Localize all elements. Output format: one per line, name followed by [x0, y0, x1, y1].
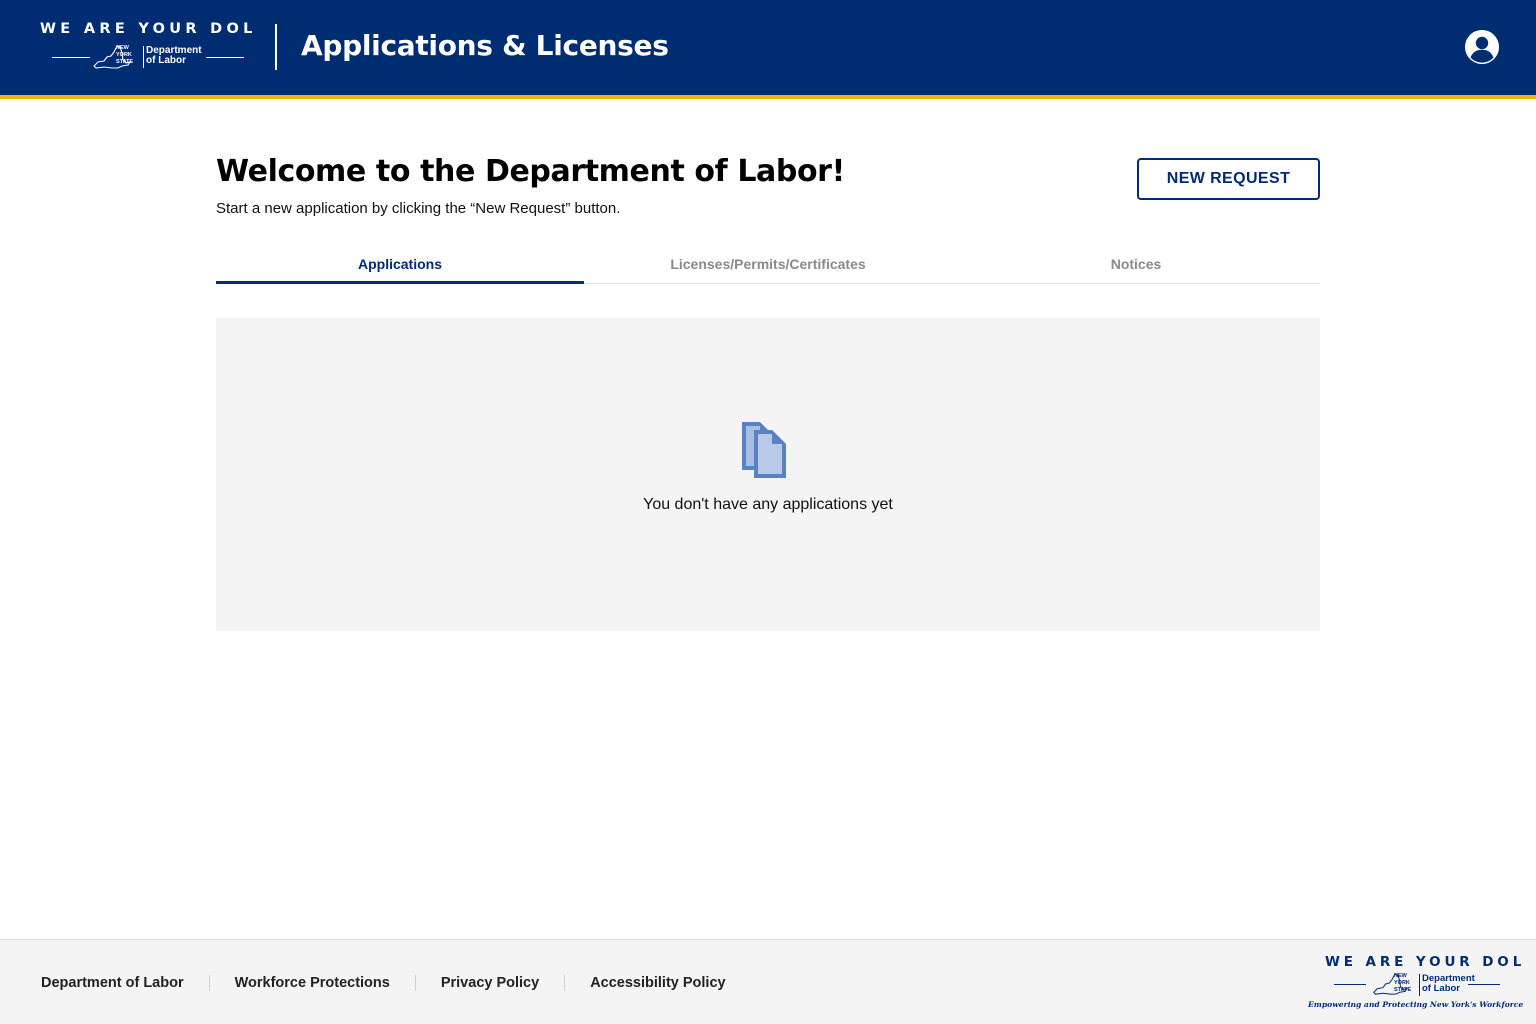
logo-divider — [143, 46, 144, 68]
logo-rule-left — [52, 57, 90, 58]
logo-emblem — [52, 44, 244, 70]
footer-logo-dept-line1: Department — [1422, 973, 1475, 984]
header-divider — [275, 24, 277, 70]
app-title: Applications & Licenses — [301, 29, 669, 62]
logo-tagline: WE ARE YOUR DOL — [40, 21, 257, 37]
footer-link-workforce-protections[interactable]: Workforce Protections — [234, 975, 390, 991]
site-header — [0, 0, 1536, 95]
footer-logo-divider — [1419, 974, 1420, 996]
footer-logo-rule-right — [1468, 984, 1500, 985]
logo-dept-line1: Department — [146, 45, 202, 56]
footer-slogan: Empowering and Protecting New York's Workforce — [1308, 1000, 1524, 1009]
footer-logo-state-state: STATE — [1394, 987, 1412, 993]
account-circle-icon[interactable] — [1465, 30, 1499, 64]
footer-separator — [564, 975, 565, 991]
page-title: Welcome to the Department of Labor! — [216, 154, 845, 189]
footer-link-department-of-labor[interactable]: Department of Labor — [41, 975, 184, 991]
tab-notices[interactable]: Notices — [1110, 256, 1162, 272]
logo-state-state: STATE — [116, 59, 134, 65]
logo-state-york: YORK — [116, 52, 132, 58]
footer-separator — [209, 975, 210, 991]
documents-icon — [740, 420, 796, 480]
footer-logo-dept-text — [1422, 974, 1475, 994]
empty-state-message: You don't have any applications yet — [643, 496, 893, 513]
footer-logo-tagline: WE ARE YOUR DOL — [1325, 954, 1526, 970]
footer-logo-dept-line2: of Labor — [1422, 983, 1460, 994]
tab-licenses-permits-certificates[interactable]: Licenses/Permits/Certificates — [670, 256, 866, 272]
applications-empty-state — [216, 318, 1320, 631]
footer-dol-logo[interactable] — [1308, 953, 1526, 1015]
footer-link-accessibility-policy[interactable]: Accessibility Policy — [590, 975, 726, 991]
dol-logo[interactable] — [40, 20, 257, 72]
header-accent-stripe — [0, 95, 1536, 99]
tab-applications[interactable]: Applications — [216, 248, 584, 284]
footer-logo-emblem — [1334, 972, 1500, 996]
site-footer — [0, 939, 1536, 1024]
logo-state-new: NEW — [116, 45, 129, 51]
ny-state-icon — [92, 44, 140, 70]
footer-logo-rule-left — [1334, 984, 1366, 985]
logo-rule-right — [206, 57, 244, 58]
tab-bar — [216, 248, 1320, 284]
footer-link-privacy-policy[interactable]: Privacy Policy — [440, 975, 540, 991]
logo-dept-line2: of Labor — [146, 55, 186, 66]
footer-ny-state-icon — [1370, 972, 1418, 998]
footer-logo-state-new: NEW — [1394, 973, 1407, 979]
footer-links — [41, 973, 726, 993]
page-subtitle: Start a new application by clicking the “New Request” button. — [216, 200, 621, 217]
logo-dept-text — [146, 46, 202, 66]
footer-logo-state-york: YORK — [1394, 980, 1410, 986]
footer-separator — [415, 975, 416, 991]
new-request-button[interactable]: NEW REQUEST — [1137, 158, 1320, 200]
